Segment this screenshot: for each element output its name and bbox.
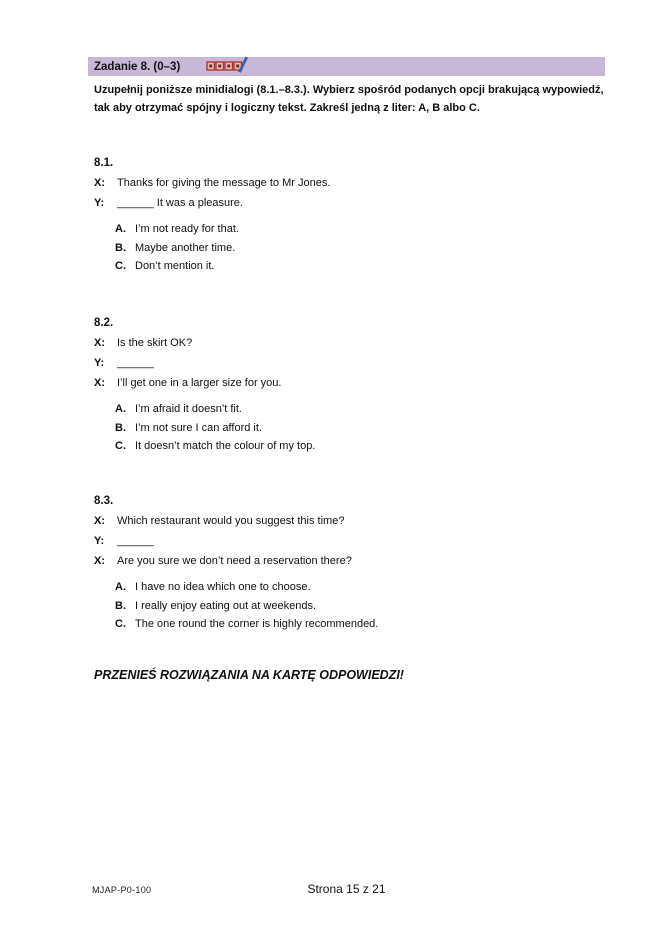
question-number: 8.2. xyxy=(94,317,114,329)
options-list xyxy=(115,578,594,634)
option-a xyxy=(115,220,594,239)
answer-boxes-pen-icon xyxy=(206,53,248,77)
option-b xyxy=(115,419,594,438)
dialog-line xyxy=(94,173,594,193)
option-text: I have no idea which one to choose. xyxy=(135,581,311,593)
dialog-line xyxy=(94,531,594,551)
task-title: Zadanie 8. (0–3) xyxy=(94,61,181,73)
question-number: 8.1. xyxy=(94,157,114,169)
option-text: Don’t mention it. xyxy=(135,260,215,272)
speaker-label: Y: xyxy=(94,535,105,547)
option-letter: C. xyxy=(115,440,126,452)
option-letter: A. xyxy=(115,403,126,415)
option-text: I’m afraid it doesn’t fit. xyxy=(135,403,242,415)
speaker-label: Y: xyxy=(94,357,105,369)
option-text: Maybe another time. xyxy=(135,241,236,254)
question-8-2 xyxy=(94,313,594,456)
question-8-3 xyxy=(94,491,594,634)
dialog-line xyxy=(94,333,594,353)
option-text: I really enjoy eating out at weekends. xyxy=(135,599,317,612)
option-text: It doesn’t match the colour of my top. xyxy=(135,440,316,452)
dialog-line xyxy=(94,511,594,531)
speaker-label: X: xyxy=(94,515,105,527)
options-list xyxy=(115,400,594,456)
option-c xyxy=(115,257,594,276)
option-text: I’m not sure I can afford it. xyxy=(135,421,262,434)
page-number: Strona 15 z 21 xyxy=(307,882,386,896)
dialog-line xyxy=(94,193,594,213)
dialog-text: Thanks for giving the message to Mr Jones. xyxy=(117,177,331,189)
speaker-label: Y: xyxy=(94,197,105,209)
dialog-line xyxy=(94,373,594,393)
dialog-text-with-gap: ______ xyxy=(117,535,154,547)
option-c xyxy=(115,615,594,634)
dialog-text: Which restaurant would you suggest this time? xyxy=(117,515,345,527)
speaker-label: X: xyxy=(94,177,105,189)
dialog-text-with-gap: ______ It was a pleasure. xyxy=(117,197,243,209)
options-list xyxy=(115,220,594,276)
task-header-bar xyxy=(88,57,605,76)
speaker-label: X: xyxy=(94,337,105,349)
question-8-1 xyxy=(94,153,594,276)
option-letter: C. xyxy=(115,618,126,630)
option-letter: A. xyxy=(115,223,126,235)
dialog-line xyxy=(94,353,594,373)
option-text: The one round the corner is highly recommended. xyxy=(135,618,379,630)
speaker-label: X: xyxy=(94,555,105,567)
dialog-text-with-gap: ______ xyxy=(117,357,154,369)
dialog-text: Are you sure we don’t need a reservation there? xyxy=(117,555,352,567)
question-number: 8.3. xyxy=(94,495,114,507)
dialog-line xyxy=(94,551,594,571)
speaker-label: X: xyxy=(94,377,105,389)
option-b xyxy=(115,597,594,616)
option-letter: B. xyxy=(115,241,126,254)
transfer-answers-note: PRZENIEŚ ROZWIĄZANIA NA KARTĘ ODPOWIEDZI! xyxy=(94,668,404,682)
exam-form-code: MJAP-P0-100 xyxy=(92,885,152,895)
dialog-text: Is the skirt OK? xyxy=(117,337,193,349)
option-c xyxy=(115,437,594,456)
option-b xyxy=(115,239,594,258)
dialog-text: I’ll get one in a larger size for you. xyxy=(117,377,282,389)
option-letter: A. xyxy=(115,581,126,593)
option-a xyxy=(115,400,594,419)
option-text: I’m not ready for that. xyxy=(135,223,239,235)
option-letter: B. xyxy=(115,421,126,434)
task-instructions: Uzupełnij poniższe minidialogi (8.1.–8.3.). Wybierz spośród podanych opcji brakującą wypowiedź, tak aby otrzymać spójny i logiczny tekst. Zakreśl jedną z liter: A, B albo C. xyxy=(94,84,604,114)
option-letter: B. xyxy=(115,599,126,612)
option-letter: C. xyxy=(115,260,126,272)
option-a xyxy=(115,578,594,597)
